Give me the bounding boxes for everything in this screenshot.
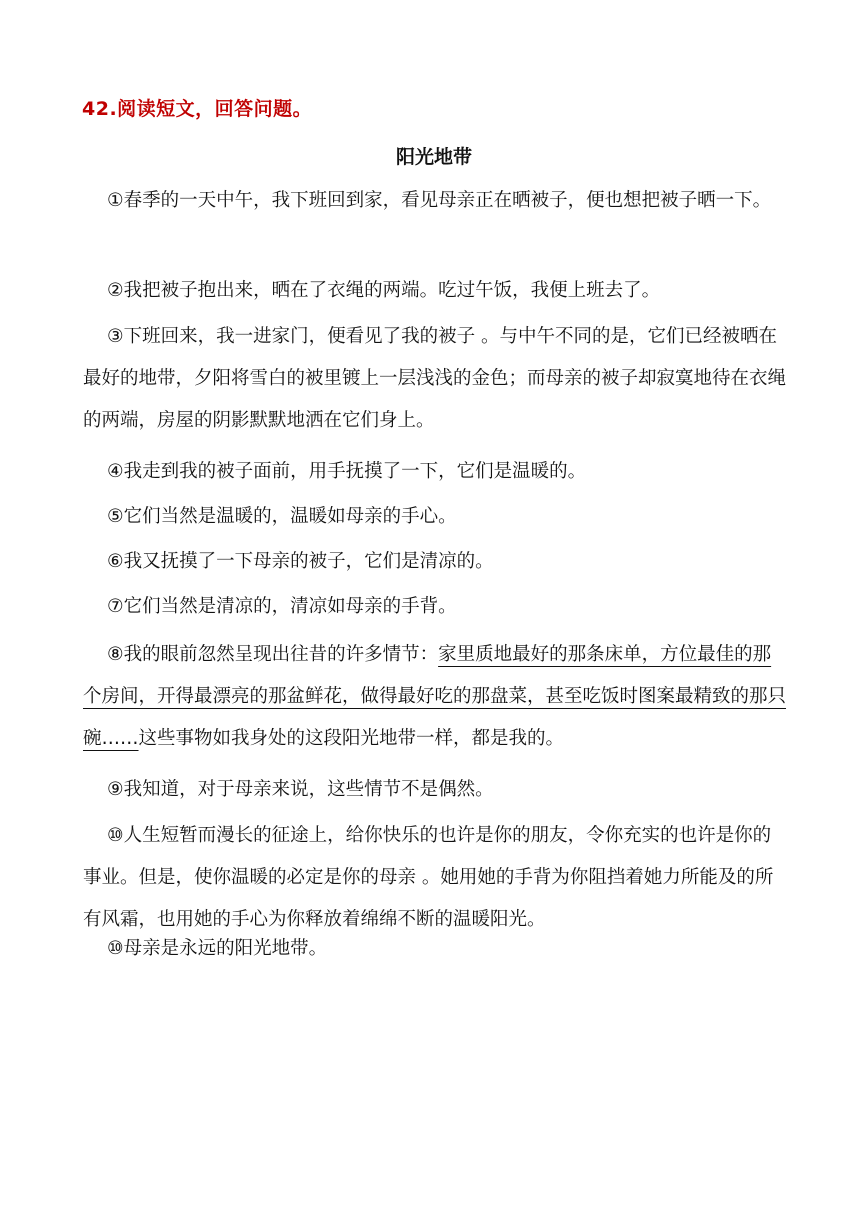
paragraph-6: ⑥我又抚摸了一下母亲的被子，它们是清凉的。 <box>107 551 494 572</box>
paragraph-2: ②我把被子抱出来，晒在了衣绳的两端。吃过午饭，我便上班去了。 <box>107 280 661 301</box>
paragraph-7: ⑦它们当然是清凉的，清凉如母亲的手背。 <box>107 596 457 617</box>
paragraph-8 <box>83 634 787 760</box>
paragraph-8-start: ⑧我的眼前忽然呈现出往昔的许多情节： <box>107 644 439 665</box>
paragraph-8-end: 这些事物如我身处的这段阳光地带一样，都是我的。 <box>138 728 565 749</box>
paragraph-9: ⑨我知道，对于母亲来说，这些情节不是偶然。 <box>107 779 494 800</box>
question-heading: 42.阅读短文，回答问题。 <box>82 98 313 120</box>
paragraph-3: ③下班回来，我一进家门，便看见了我的被子 。与中午不同的是，它们已经被晒在最好的地带，夕阳将雪白的被里镀上一层浅浅的金色；而母亲的被子却寂寞地待在衣绳的两端，房屋的阴影默默地洒在它们身上。 <box>83 326 787 431</box>
paragraph-11: ⑩母亲是永远的阳光地带。 <box>107 938 328 959</box>
paragraph-10: ⑩人生短暂而漫长的征途上，给你快乐的也许是你的朋友，令你充实的也许是你的事业。但是，使你温暖的必定是你的母亲 。她用她的手背为你阻挡着她力所能及的所有风霜，也用她的手心为你释放着绵绵不断的温暖阳光。 <box>83 825 774 930</box>
paragraph-8-underlined: 家里质地最好的那条床单，方位最佳的那个房间，开得最漂亮的那盆鲜花，做得最好吃的那盘菜，甚至吃饭时图案最精致的那只碗…… <box>83 644 787 749</box>
paragraph-4: ④我走到我的被子面前，用手抚摸了一下，它们是温暖的。 <box>107 461 587 482</box>
paragraph-1: ①春季的一天中午，我下班回到家，看见母亲正在晒被子，便也想把被子晒一下。 <box>107 190 772 211</box>
article-title: 阳光地带 <box>395 146 472 168</box>
paragraph-5: ⑤它们当然是温暖的，温暖如母亲的手心。 <box>107 506 457 527</box>
